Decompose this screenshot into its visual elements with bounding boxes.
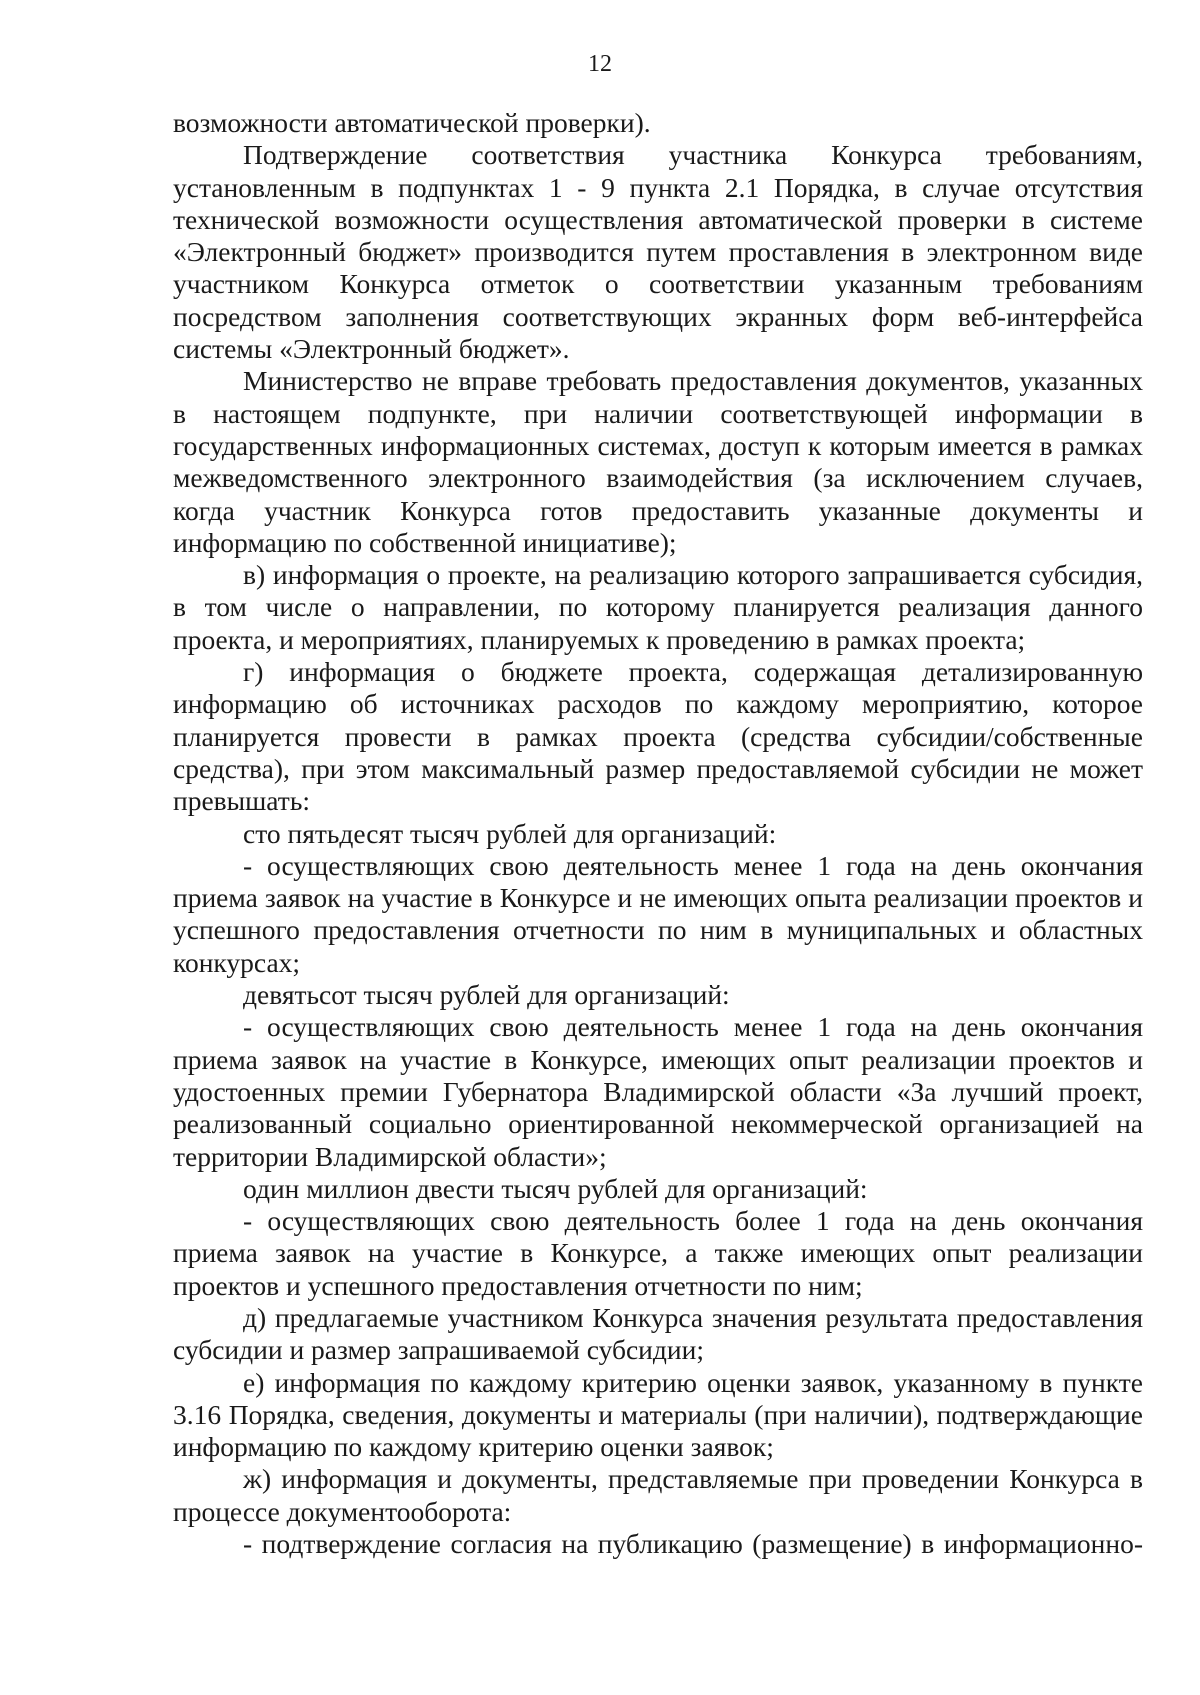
paragraph-amount-150k: сто пятьдесят тысяч рублей для организаций: bbox=[243, 817, 777, 849]
paragraph-item-e: е) информация по каждому критерию оценки заявок, указанному в пункте 3.16 Порядка, сведения, документы и материалы (при наличии), подтверждающие информацию по каждому критерию оценки заявок; bbox=[173, 1366, 1143, 1463]
paragraph-amount-900k: девятьсот тысяч рублей для организаций: bbox=[243, 979, 730, 1011]
paragraph-item-d: д) предлагаемые участником Конкурса значения результата предоставления субсидии и размер запрашиваемой субсидии; bbox=[173, 1301, 1143, 1366]
paragraph-consent: - подтверждение согласия на публикацию (размещение) в информационно- bbox=[243, 1528, 1143, 1560]
paragraph-ministry: Министерство не вправе требовать предоставления документов, указанных в настоящем подпункте, при наличии соответствующей информации в государственных информационных системах, доступ к которым имеется в рамках межведомственного электронного взаимодействия (за исключением случаев, когда участник Конкурса готов предоставить указанные документы и информацию по собственной инициативе); bbox=[173, 365, 1143, 558]
paragraph-item-v: в) информация о проекте, на реализацию которого запрашивается субсидия, в том числе о направлении, по которому планируется реализация данного проекта, и мероприятиях, планируемых к проведению в рамках проекта; bbox=[173, 559, 1143, 655]
paragraph-confirmation: Подтверждение соответствия участника Конкурса требованиям, установленным в подпунктах 1 - 9 пункта 2.1 Порядка, в случае отсутствия технической возможности осуществления автоматической проверки в системе «Электронный бюджет» производится путем проставления в электронном виде участником Конкурса отметок о соответствии указанным требованиям посредством заполнения соответствующих экранных форм веб-интерфейса системы «Электронный бюджет». bbox=[173, 139, 1143, 365]
paragraph-amount-1200k: один миллион двести тысяч рублей для организаций: bbox=[243, 1172, 868, 1204]
paragraph-condition-150k: - осуществляющих свою деятельность менее 1 года на день окончания приема заявок на участие в Конкурсе и не имеющих опыта реализации проектов и успешного предоставления отчетности по ним в муниципальных и областных конкурсах; bbox=[173, 849, 1143, 978]
paragraph-continuation: возможности автоматической проверки). bbox=[173, 107, 651, 138]
page-number: 12 bbox=[588, 51, 612, 77]
paragraph-item-g: г) информация о бюджете проекта, содержащая детализированную информацию об источниках расходов по каждому мероприятию, которое планируется провести в рамках проекта (средства субсидии/собственные средства), при этом максимальный размер предоставляемой субсидии не может превышать: bbox=[173, 656, 1143, 817]
paragraph-condition-900k: - осуществляющих свою деятельность менее 1 года на день окончания приема заявок на участие в Конкурсе, имеющих опыт реализации проектов и удостоенных премии Губернатора Владимирской области «За лучший проект, реализованный социально ориентированной некоммерческой организацией на территории Владимирской области»; bbox=[173, 1011, 1143, 1172]
paragraph-condition-1200k: - осуществляющих свою деятельность более 1 года на день окончания приема заявок на участие в Конкурсе, а также имеющих опыт реализации проектов и успешного предоставления отчетности по ним; bbox=[173, 1205, 1143, 1301]
document-body bbox=[173, 107, 1143, 1560]
paragraph-item-zh: ж) информация и документы, представляемые при проведении Конкурса в процессе документооборота: bbox=[173, 1463, 1143, 1527]
